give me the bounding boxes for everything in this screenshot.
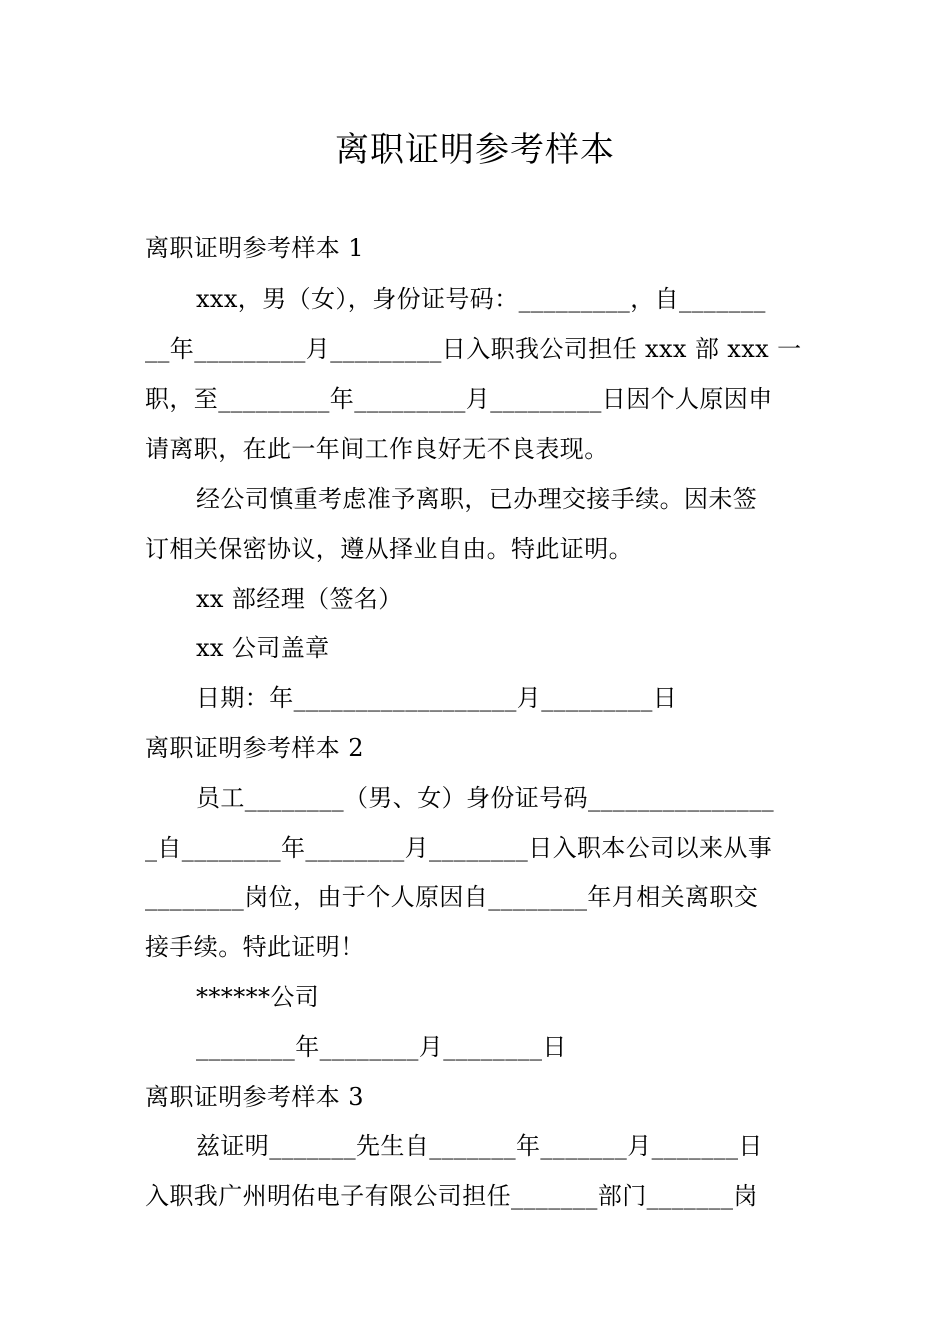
text-line: xxx，男（女），身份证号码：_________，自_______	[196, 285, 766, 313]
document-title: 离职证明参考样本	[335, 130, 615, 170]
text-line: 兹证明_______先生自_______年_______月_______日	[196, 1132, 763, 1160]
section-heading-2: 离职证明参考样本 2	[145, 734, 364, 762]
section-heading-1: 离职证明参考样本 1	[145, 234, 364, 262]
text-line: 入职我广州明佑电子有限公司担任_______部门_______岗	[145, 1182, 758, 1210]
text-line: _自________年________月________日入职本公司以来从事	[145, 834, 773, 862]
text-line: 接手续。特此证明！	[145, 933, 365, 961]
date-line: 日期：年__________________月_________日	[196, 684, 678, 712]
text-line: 请离职，在此一年间工作良好无不良表现。	[145, 435, 609, 463]
text-line: __年_________月_________日入职我公司担任 xxx 部 xxx 一	[145, 335, 802, 363]
section-heading-3: 离职证明参考样本 3	[145, 1083, 364, 1111]
text-line: 职，至_________年_________月_________日因个人原因申	[145, 385, 773, 413]
text-line: 订相关保密协议，遵从择业自由。特此证明。	[145, 535, 633, 563]
text-line: ________岗位，由于个人原因自________年月相关离职交	[145, 883, 759, 911]
seal-line: xx 公司盖章	[196, 634, 330, 662]
text-line: 经公司慎重考虑准予离职，已办理交接手续。因未签	[196, 485, 758, 513]
company-line: ******公司	[196, 983, 320, 1011]
signature-line: xx 部经理（签名）	[196, 585, 403, 613]
date-line: ________年________月________日	[196, 1033, 567, 1061]
text-line: 员工________（男、女）身份证号码_______________	[196, 784, 774, 812]
